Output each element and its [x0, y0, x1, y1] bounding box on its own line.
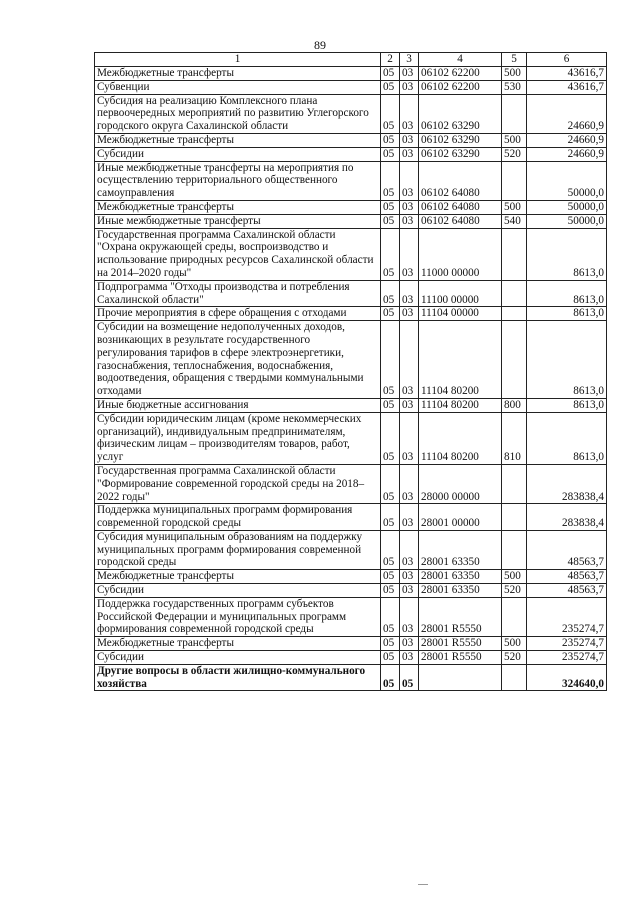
table-row — [95, 412, 607, 464]
table-row — [95, 80, 607, 94]
row-name-cell: Прочие мероприятия в сфере обращения с отходами — [95, 307, 381, 321]
row-section-cell: 05 — [381, 133, 400, 147]
row-amount-cell: 50000,0 — [527, 214, 607, 228]
row-target-article-cell: 06102 63290 — [419, 147, 502, 161]
row-target-article-cell: 28001 63350 — [419, 530, 502, 569]
row-section-cell: 05 — [381, 307, 400, 321]
row-amount-cell: 50000,0 — [527, 200, 607, 214]
row-name-cell: Межбюджетные трансферты — [95, 133, 381, 147]
row-target-article-cell: 11104 00000 — [419, 307, 502, 321]
row-target-article-cell: 28001 R5550 — [419, 597, 502, 636]
row-amount-cell: 8613,0 — [527, 228, 607, 280]
row-subsection-cell: 03 — [400, 94, 419, 133]
row-name-cell: Субсидии — [95, 651, 381, 665]
row-name-cell: Межбюджетные трансферты — [95, 637, 381, 651]
row-name-cell: Субсидии — [95, 584, 381, 598]
row-name-cell: Поддержка муниципальных программ формирования современной городской среды — [95, 504, 381, 531]
row-expense-type-cell — [502, 530, 527, 569]
row-expense-type-cell: 520 — [502, 584, 527, 598]
table-row — [95, 530, 607, 569]
table-row — [95, 67, 607, 81]
row-subsection-cell: 03 — [400, 200, 419, 214]
row-subsection-cell: 03 — [400, 307, 419, 321]
row-target-article-cell: 06102 63290 — [419, 133, 502, 147]
row-name-cell: Иные межбюджетные трансферты — [95, 214, 381, 228]
row-expense-type-cell — [502, 597, 527, 636]
table-row — [95, 147, 607, 161]
row-subsection-cell: 03 — [400, 280, 419, 307]
table-row — [95, 214, 607, 228]
table-row — [95, 200, 607, 214]
row-target-article-cell: 06102 62200 — [419, 80, 502, 94]
row-name-cell: Субсидия муниципальным образованиям на поддержку муниципальных программ формирования современной городской среды — [95, 530, 381, 569]
row-subsection-cell: 03 — [400, 412, 419, 464]
row-expense-type-cell: 500 — [502, 570, 527, 584]
row-expense-type-cell — [502, 504, 527, 531]
row-target-article-cell: 28001 63350 — [419, 570, 502, 584]
row-section-cell: 05 — [381, 398, 400, 412]
row-subsection-cell: 03 — [400, 584, 419, 598]
row-subsection-cell: 03 — [400, 67, 419, 81]
row-section-cell: 05 — [381, 280, 400, 307]
row-section-cell: 05 — [381, 200, 400, 214]
table-row — [95, 161, 607, 200]
budget-table — [94, 52, 607, 691]
row-section-cell: 05 — [381, 214, 400, 228]
table-row — [95, 133, 607, 147]
row-target-article-cell: 11104 80200 — [419, 412, 502, 464]
row-expense-type-cell: 520 — [502, 147, 527, 161]
row-subsection-cell: 03 — [400, 321, 419, 399]
row-name-cell: Государственная программа Сахалинской области "Охрана окружающей среды, воспроизводство и использование природных ресурсов Сахалинской области на 2014–2020 годы" — [95, 228, 381, 280]
row-target-article-cell: 28001 R5550 — [419, 637, 502, 651]
row-name-cell: Иные бюджетные ассигнования — [95, 398, 381, 412]
row-expense-type-cell: 540 — [502, 214, 527, 228]
row-amount-cell: 43616,7 — [527, 80, 607, 94]
row-name-cell: Субсидии юридическим лицам (кроме некоммерческих организаций), индивидуальным предпринимателям, физическим лицам – производителям товаров, работ, услуг — [95, 412, 381, 464]
row-expense-type-cell — [502, 664, 527, 691]
row-target-article-cell: 06102 63290 — [419, 94, 502, 133]
row-subsection-cell: 03 — [400, 504, 419, 531]
row-target-article-cell: 28001 63350 — [419, 584, 502, 598]
row-amount-cell: 235274,7 — [527, 637, 607, 651]
table-row — [95, 637, 607, 651]
row-expense-type-cell: 800 — [502, 398, 527, 412]
row-name-cell: Другие вопросы в области жилищно-коммунального хозяйства — [95, 664, 381, 691]
row-section-cell: 05 — [381, 464, 400, 503]
row-subsection-cell: 03 — [400, 398, 419, 412]
row-section-cell: 05 — [381, 321, 400, 399]
row-expense-type-cell — [502, 307, 527, 321]
row-expense-type-cell: 500 — [502, 133, 527, 147]
row-section-cell: 05 — [381, 412, 400, 464]
row-amount-cell: 235274,7 — [527, 651, 607, 665]
row-target-article-cell: 06102 64080 — [419, 161, 502, 200]
page-number: 89 — [314, 38, 326, 52]
row-expense-type-cell: 500 — [502, 637, 527, 651]
table-row — [95, 94, 607, 133]
row-section-cell: 05 — [381, 584, 400, 598]
table-row — [95, 584, 607, 598]
row-subsection-cell: 03 — [400, 161, 419, 200]
header-col-3: 3 — [400, 53, 419, 67]
scan-mark — [418, 884, 428, 885]
row-expense-type-cell — [502, 280, 527, 307]
row-section-cell: 05 — [381, 67, 400, 81]
row-amount-cell: 50000,0 — [527, 161, 607, 200]
row-amount-cell: 24660,9 — [527, 94, 607, 133]
row-target-article-cell: 06102 64080 — [419, 200, 502, 214]
table-row — [95, 504, 607, 531]
header-col-6: 6 — [527, 53, 607, 67]
header-col-1: 1 — [95, 53, 381, 67]
row-section-cell: 05 — [381, 570, 400, 584]
table-row — [95, 664, 607, 691]
row-name-cell: Подпрограмма "Отходы производства и потребления Сахалинской области" — [95, 280, 381, 307]
row-amount-cell: 48563,7 — [527, 570, 607, 584]
table-row — [95, 307, 607, 321]
row-target-article-cell: 06102 64080 — [419, 214, 502, 228]
row-name-cell: Иные межбюджетные трансферты на мероприятия по осуществлению территориального общественного самоуправления — [95, 161, 381, 200]
row-subsection-cell: 03 — [400, 228, 419, 280]
row-section-cell: 05 — [381, 94, 400, 133]
row-name-cell: Государственная программа Сахалинской области "Формирование современной городской среды на 2018–2022 годы" — [95, 464, 381, 503]
header-col-5: 5 — [502, 53, 527, 67]
row-target-article-cell: 28001 00000 — [419, 504, 502, 531]
row-expense-type-cell — [502, 94, 527, 133]
row-target-article-cell: 28000 00000 — [419, 464, 502, 503]
row-target-article-cell — [419, 664, 502, 691]
row-target-article-cell: 11104 80200 — [419, 398, 502, 412]
row-subsection-cell: 03 — [400, 530, 419, 569]
row-subsection-cell: 03 — [400, 214, 419, 228]
row-expense-type-cell: 520 — [502, 651, 527, 665]
row-section-cell: 05 — [381, 637, 400, 651]
row-section-cell: 05 — [381, 597, 400, 636]
row-section-cell: 05 — [381, 504, 400, 531]
row-amount-cell: 283838,4 — [527, 504, 607, 531]
row-subsection-cell: 03 — [400, 637, 419, 651]
row-expense-type-cell: 810 — [502, 412, 527, 464]
row-subsection-cell: 03 — [400, 651, 419, 665]
row-name-cell: Поддержка государственных программ субъектов Российской Федерации и муниципальных программ формирования современной городской среды — [95, 597, 381, 636]
row-amount-cell: 24660,9 — [527, 133, 607, 147]
row-amount-cell: 8613,0 — [527, 398, 607, 412]
row-target-article-cell: 11000 00000 — [419, 228, 502, 280]
row-section-cell: 05 — [381, 651, 400, 665]
row-amount-cell: 324640,0 — [527, 664, 607, 691]
row-amount-cell: 48563,7 — [527, 530, 607, 569]
row-amount-cell: 8613,0 — [527, 412, 607, 464]
row-expense-type-cell — [502, 228, 527, 280]
row-amount-cell: 48563,7 — [527, 584, 607, 598]
row-subsection-cell: 03 — [400, 570, 419, 584]
row-section-cell: 05 — [381, 664, 400, 691]
row-section-cell: 05 — [381, 161, 400, 200]
row-amount-cell: 24660,9 — [527, 147, 607, 161]
row-target-article-cell: 11100 00000 — [419, 280, 502, 307]
row-section-cell: 05 — [381, 530, 400, 569]
row-expense-type-cell: 530 — [502, 80, 527, 94]
table-row — [95, 597, 607, 636]
row-section-cell: 05 — [381, 80, 400, 94]
row-amount-cell: 283838,4 — [527, 464, 607, 503]
table-row — [95, 398, 607, 412]
table-row — [95, 464, 607, 503]
row-name-cell: Межбюджетные трансферты — [95, 200, 381, 214]
table-row — [95, 228, 607, 280]
row-target-article-cell: 11104 80200 — [419, 321, 502, 399]
row-name-cell: Субсидии на возмещение недополученных доходов, возникающих в результате государственного регулирования тарифов в сфере электроэнергетики, газоснабжения, теплоснабжения, водоснабжения, водоотведения, обращения с твердыми коммунальными отходами — [95, 321, 381, 399]
row-subsection-cell: 03 — [400, 147, 419, 161]
row-subsection-cell: 03 — [400, 597, 419, 636]
row-expense-type-cell: 500 — [502, 200, 527, 214]
row-name-cell: Межбюджетные трансферты — [95, 67, 381, 81]
row-name-cell: Межбюджетные трансферты — [95, 570, 381, 584]
row-amount-cell: 8613,0 — [527, 307, 607, 321]
row-subsection-cell: 03 — [400, 80, 419, 94]
row-expense-type-cell — [502, 464, 527, 503]
row-section-cell: 05 — [381, 147, 400, 161]
row-section-cell: 05 — [381, 228, 400, 280]
row-target-article-cell: 06102 62200 — [419, 67, 502, 81]
row-name-cell: Субсидии — [95, 147, 381, 161]
row-name-cell: Субсидия на реализацию Комплексного плана первоочередных мероприятий по развитию Углегорского городского округа Сахалинской области — [95, 94, 381, 133]
row-expense-type-cell: 500 — [502, 67, 527, 81]
row-subsection-cell: 03 — [400, 464, 419, 503]
row-target-article-cell: 28001 R5550 — [419, 651, 502, 665]
row-amount-cell: 8613,0 — [527, 321, 607, 399]
row-amount-cell: 235274,7 — [527, 597, 607, 636]
table-row — [95, 321, 607, 399]
header-col-4: 4 — [419, 53, 502, 67]
table-row — [95, 651, 607, 665]
row-amount-cell: 8613,0 — [527, 280, 607, 307]
row-subsection-cell: 05 — [400, 664, 419, 691]
header-col-2: 2 — [381, 53, 400, 67]
row-subsection-cell: 03 — [400, 133, 419, 147]
row-expense-type-cell — [502, 161, 527, 200]
row-name-cell: Субвенции — [95, 80, 381, 94]
header-row — [95, 53, 607, 67]
table-row — [95, 570, 607, 584]
row-amount-cell: 43616,7 — [527, 67, 607, 81]
table-row — [95, 280, 607, 307]
row-expense-type-cell — [502, 321, 527, 399]
